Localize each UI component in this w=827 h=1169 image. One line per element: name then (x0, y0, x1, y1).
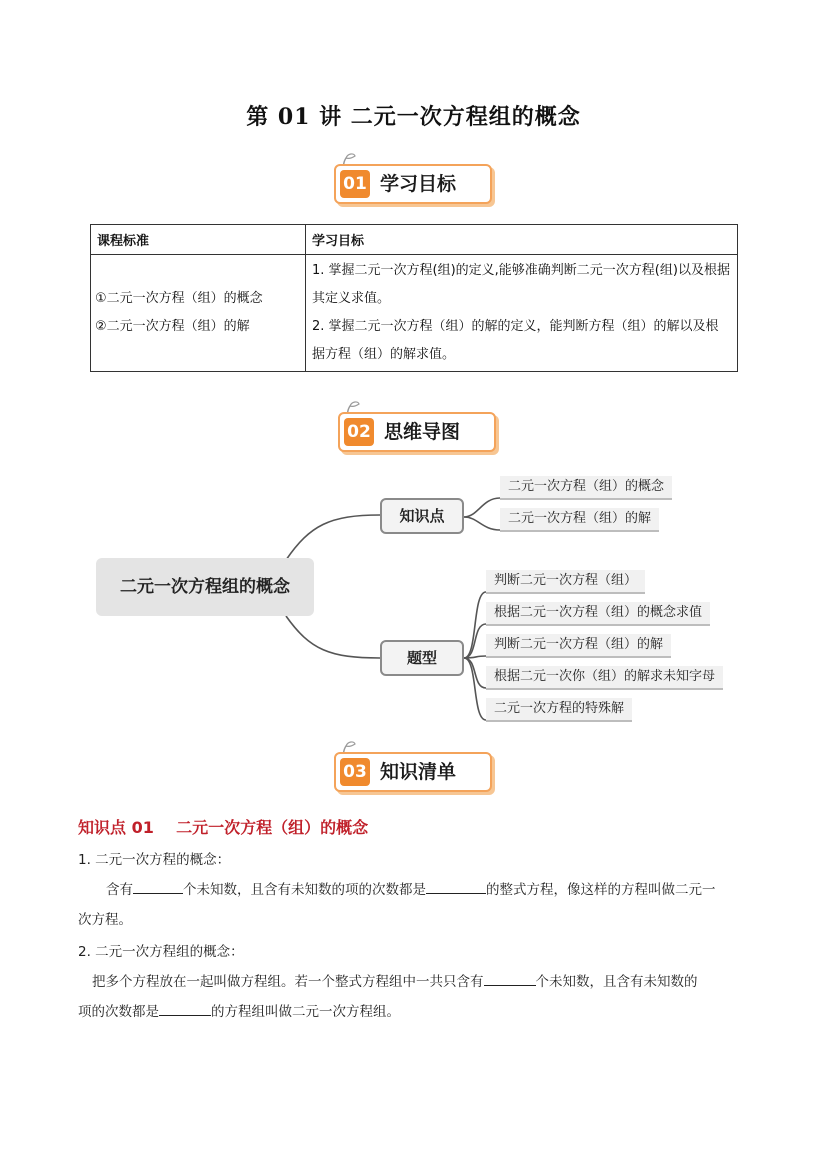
fill-blank[interactable] (426, 880, 486, 894)
standard-item: ①二元一次方程（组）的概念 (95, 291, 263, 306)
fill-blank[interactable] (133, 880, 183, 894)
table-header-standard: 课程标准 (91, 225, 306, 255)
text-span: 的整式方程，像这样的方程叫做二元一 (486, 882, 716, 898)
item2-heading: 2. 二元一次方程组的概念： (78, 944, 244, 960)
mindmap-leaf: 二元一次方程（组）的概念 (500, 476, 672, 500)
mindmap-branch-knowledge: 知识点 (380, 498, 464, 534)
mind-map (90, 470, 740, 730)
text-span: 个未知数，且含有未知数的 (535, 974, 698, 990)
item2-body (78, 967, 758, 1027)
mindmap-leaf: 二元一次方程的特殊解 (486, 698, 632, 722)
goal-item: 1. 掌握二元一次方程(组)的定义,能够准确判断二元一次方程(组)以及根据其定义求值。 (312, 263, 730, 306)
text-span: 把多个方程放在一起叫做方程组。若一个整式方程组中一共只含有 (92, 974, 484, 990)
text-span: 次方程。 (78, 912, 132, 928)
section-label: 思维导图 (384, 421, 461, 443)
text-span: 项的次数都是 (78, 1004, 159, 1020)
mindmap-leaf: 判断二元一次方程（组） (486, 570, 645, 594)
mindmap-leaf: 根据二元一次你（组）的解求未知字母 (486, 666, 723, 690)
fill-blank[interactable] (484, 972, 536, 986)
section-badge-objectives (334, 152, 504, 208)
text-span: 的方程组叫做二元一次方程组。 (211, 1004, 400, 1020)
table-header-goal: 学习目标 (306, 225, 738, 255)
mindmap-leaf: 根据二元一次方程（组）的概念求值 (486, 602, 710, 626)
section-badge-knowledge-list (334, 740, 504, 796)
mindmap-leaf: 二元一次方程（组）的解 (500, 508, 659, 532)
section-number: 03 (340, 758, 370, 786)
text-span: 含有 (106, 882, 133, 898)
standard-item: ②二元一次方程（组）的解 (95, 319, 250, 334)
knowledge-point-title: 知识点 01 二元一次方程（组）的概念 (78, 818, 369, 837)
fill-blank[interactable] (159, 1002, 211, 1016)
section-label: 学习目标 (380, 173, 457, 195)
item1-body (78, 875, 758, 935)
mindmap-root: 二元一次方程组的概念 (96, 558, 314, 616)
section-number: 01 (340, 170, 370, 198)
mindmap-leaf: 判断二元一次方程（组）的解 (486, 634, 671, 658)
mindmap-branch-question-types: 题型 (380, 640, 464, 676)
objectives-table (90, 224, 738, 372)
section-label: 知识清单 (380, 761, 457, 783)
page-title: 第 01 讲 二元一次方程组的概念 (246, 104, 581, 130)
section-badge-mindmap (338, 400, 508, 456)
standards-cell (91, 255, 306, 372)
section-number: 02 (344, 418, 374, 446)
goal-item: 2. 掌握二元一次方程（组）的解的定义，能判断方程（组）的解以及根据方程（组）的解求值。 (312, 319, 719, 362)
text-span: 个未知数，且含有未知数的项的次数都是 (183, 882, 426, 898)
item1-heading: 1. 二元一次方程的概念： (78, 852, 231, 868)
goals-cell (306, 255, 738, 372)
